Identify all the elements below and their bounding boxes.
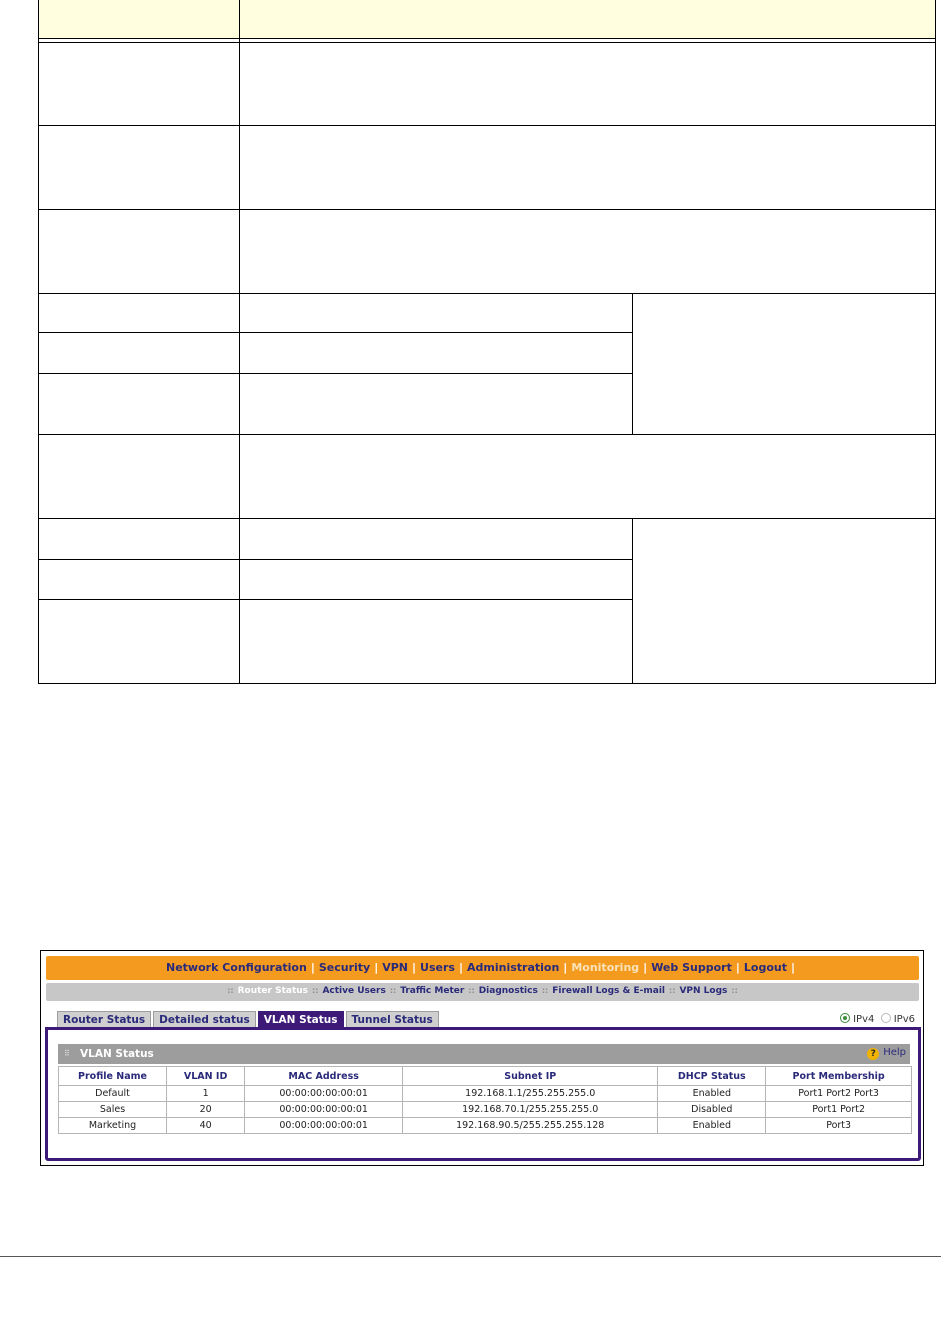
help-link[interactable] [867,1047,906,1060]
table-cell-profile-name: Default [59,1086,167,1102]
column-header-vlan-id: VLAN ID [167,1067,245,1086]
table-cell-mac-address: 00:00:00:00:00:01 [245,1102,403,1118]
main-navigation-items [46,961,919,974]
table-cell-port-membership: Port1 Port2 Port3 [766,1086,912,1102]
table-rule [38,38,936,39]
nav-separator: | [563,961,568,974]
ipv6-radio-label[interactable]: IPv6 [893,1014,915,1025]
nav-item-administration[interactable]: Administration [467,961,560,974]
table-column-divider [632,293,633,434]
table-cell-dhcp-status: Disabled [658,1102,766,1118]
column-header-port-membership: Port Membership [766,1067,912,1086]
nav-separator: | [735,961,740,974]
subnav-separator: :: [312,986,319,995]
nav-item-users[interactable]: Users [420,961,455,974]
panel-title-bar [58,1044,910,1064]
table-cell-dhcp-status: Enabled [658,1118,766,1134]
table-rule [38,559,633,560]
vlan-status-panel [45,1027,921,1161]
ip-version-toggle [840,1013,915,1025]
subnav-item-vpn-logs[interactable]: VPN Logs [679,986,728,996]
table-row [59,1086,912,1102]
table-cell-mac-address: 00:00:00:00:00:01 [245,1118,403,1134]
subnav-item-traffic-meter[interactable]: Traffic Meter [400,986,465,996]
nav-item-vpn[interactable]: VPN [382,961,409,974]
nav-item-logout[interactable]: Logout [743,961,787,974]
column-header-subnet-ip: Subnet IP [403,1067,658,1086]
nav-separator: | [374,961,379,974]
table-cell-subnet-ip: 192.168.90.5/255.255.255.128 [403,1118,658,1134]
table-cell-dhcp-status: Enabled [658,1086,766,1102]
table-rule [38,683,936,684]
vlan-table [58,1066,912,1134]
nav-separator: | [458,961,463,974]
router-ui-screenshot [40,950,924,1166]
table-cell-port-membership: Port3 [766,1118,912,1134]
table-rule [38,42,936,43]
page-footer-rule [0,1256,941,1257]
tab-router-status[interactable]: Router Status [57,1011,151,1027]
table-cell-vlan-id: 1 [167,1086,245,1102]
subnav-separator: :: [468,986,475,995]
nav-separator: | [643,961,648,974]
ipv4-radio-label[interactable]: IPv4 [853,1014,875,1025]
document-table-header [38,0,936,38]
nav-separator: | [310,961,315,974]
ipv6-radio-icon[interactable] [881,1013,891,1023]
table-row [59,1118,912,1134]
table-cell-port-membership: Port1 Port2 [766,1102,912,1118]
status-tabs [57,1011,441,1027]
table-rule [38,434,936,435]
table-cell-subnet-ip: 192.168.1.1/255.255.255.0 [403,1086,658,1102]
subnav-separator: :: [669,986,676,995]
main-navigation-bar [46,956,919,980]
table-border-left [38,0,39,684]
table-cell-profile-name: Sales [59,1102,167,1118]
nav-separator: | [790,961,795,974]
sub-navigation-bar [46,983,919,1001]
help-icon[interactable]: ? [867,1048,879,1060]
column-header-mac-address: MAC Address [245,1067,403,1086]
subnav-separator: :: [731,986,738,995]
subnav-item-active-users[interactable]: Active Users [322,986,386,996]
table-column-divider [632,518,633,684]
tab-detailed-status[interactable]: Detailed status [153,1011,256,1027]
document-table [38,0,936,684]
tab-tunnel-status[interactable]: Tunnel Status [346,1011,439,1027]
table-cell-mac-address: 00:00:00:00:00:01 [245,1086,403,1102]
subnav-separator: :: [389,986,397,995]
subnav-item-diagnostics[interactable]: Diagnostics [478,986,538,996]
table-cell-vlan-id: 40 [167,1118,245,1134]
table-rule [38,125,936,126]
vlan-table-header-row [59,1067,912,1086]
table-cell-vlan-id: 20 [167,1102,245,1118]
table-rule [38,332,633,333]
table-column-divider [239,0,240,684]
subnav-separator: :: [541,986,549,995]
table-rule [38,518,936,519]
subnav-item-firewall-logs-e-mail[interactable]: Firewall Logs & E-mail [552,986,666,996]
subnav-separator: :: [227,986,234,995]
tab-vlan-status[interactable]: VLAN Status [258,1011,344,1027]
table-rule [38,373,633,374]
ipv4-radio-icon[interactable] [840,1013,850,1023]
table-rule [38,209,936,210]
nav-item-network-configuration[interactable]: Network Configuration [166,961,307,974]
column-header-dhcp-status: DHCP Status [658,1067,766,1086]
column-header-profile-name: Profile Name [59,1067,167,1086]
table-border-right [935,0,936,684]
table-rule [38,599,633,600]
nav-separator: | [412,961,417,974]
grip-icon: ⠿ [64,1049,69,1058]
nav-item-web-support[interactable]: Web Support [651,961,732,974]
help-label[interactable]: Help [883,1047,906,1058]
table-cell-profile-name: Marketing [59,1118,167,1134]
sub-navigation-items [46,986,919,996]
table-rule [38,293,936,294]
nav-item-monitoring[interactable]: Monitoring [571,961,640,974]
table-cell-subnet-ip: 192.168.70.1/255.255.255.0 [403,1102,658,1118]
subnav-item-router-status[interactable]: Router Status [237,986,309,996]
table-row [59,1102,912,1118]
nav-item-security[interactable]: Security [318,961,371,974]
panel-title: VLAN Status [80,1048,154,1060]
